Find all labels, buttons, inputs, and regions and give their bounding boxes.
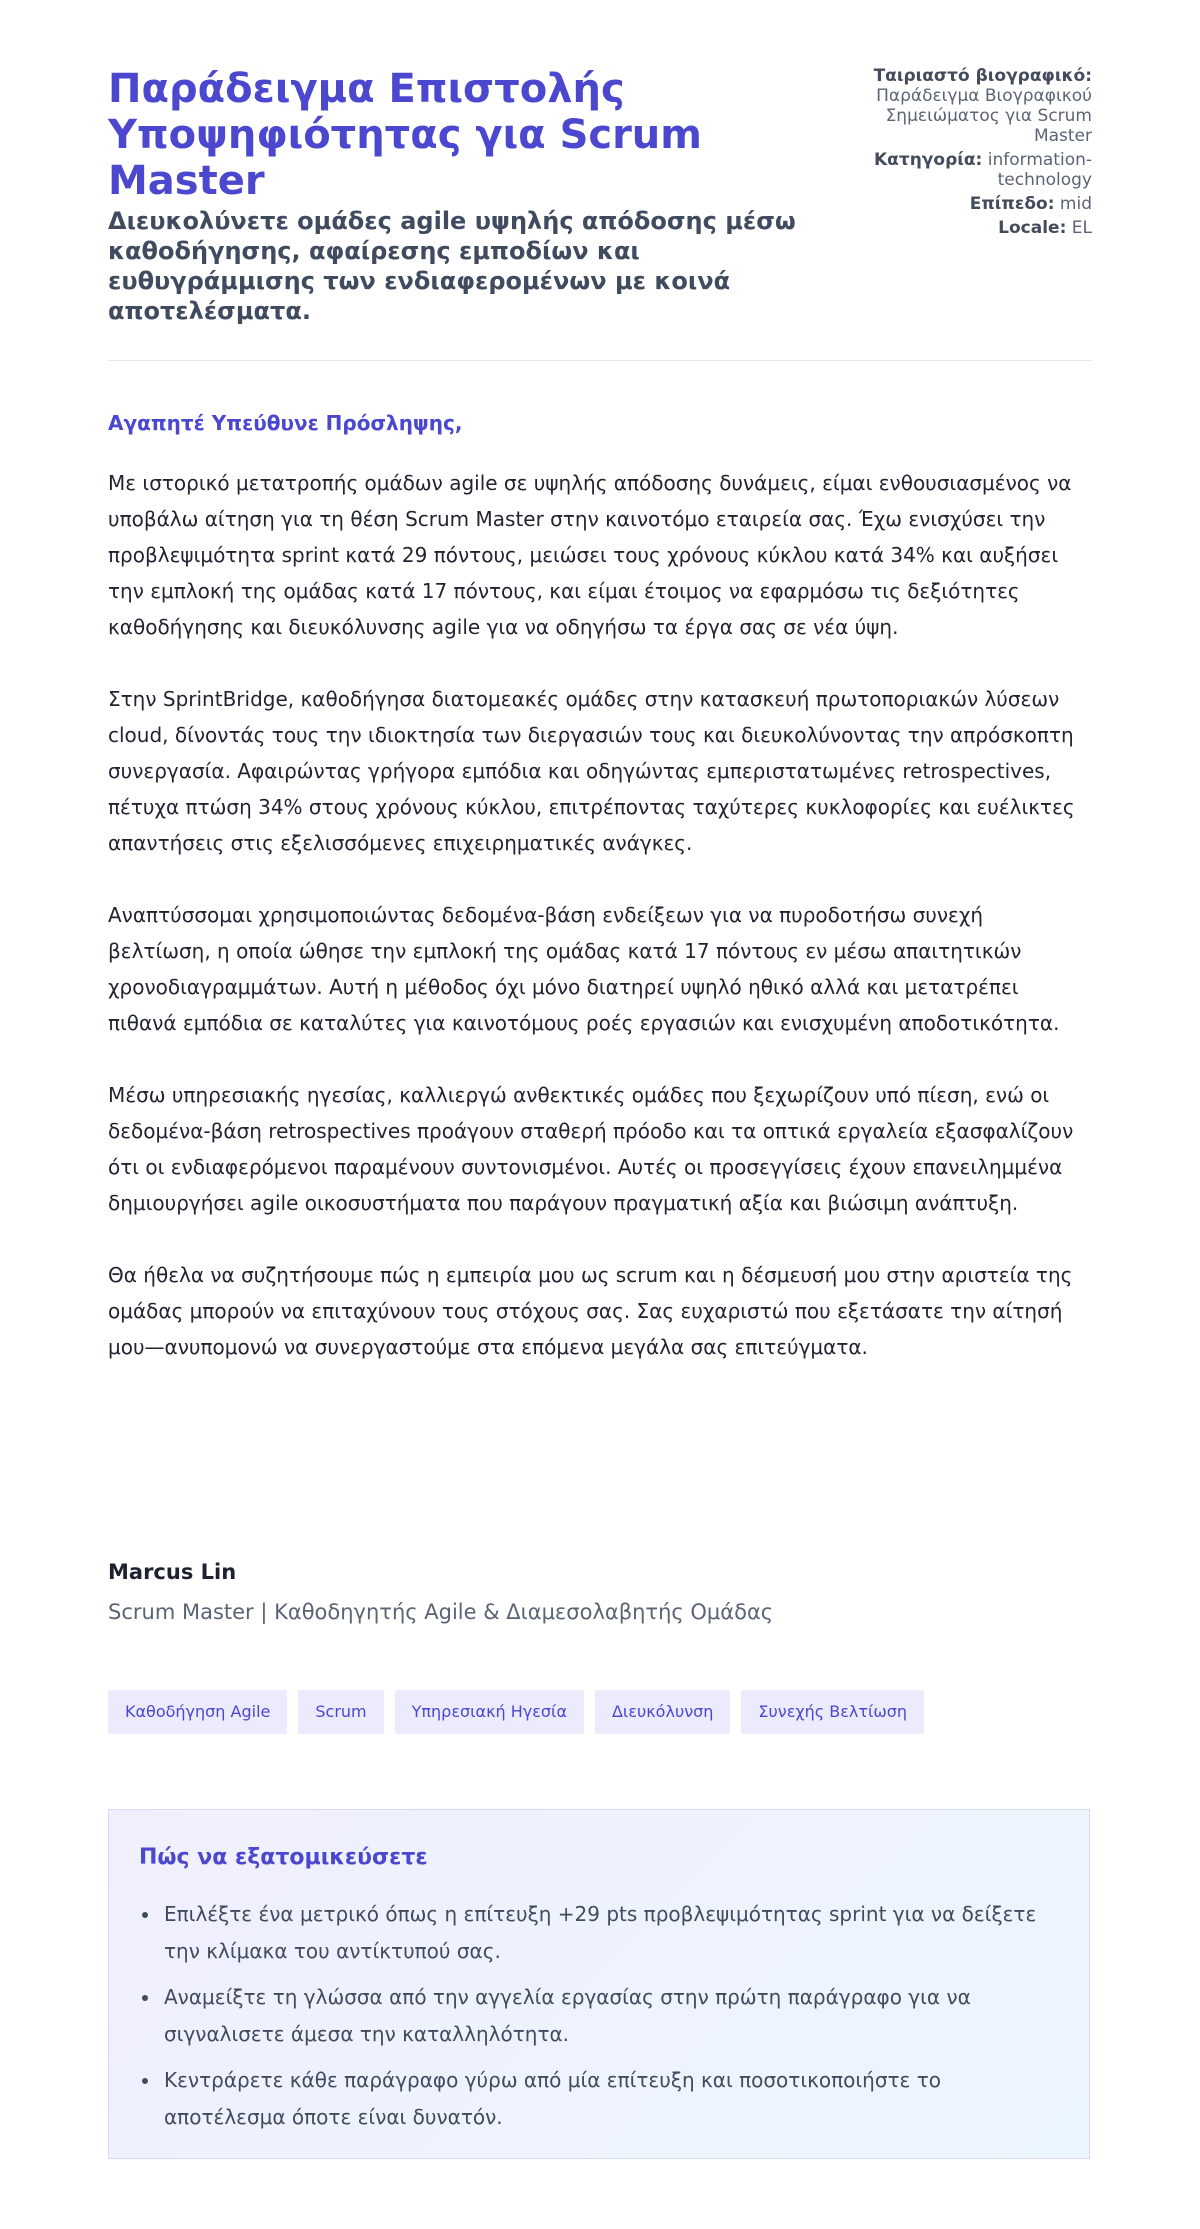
signature-name: Marcus Lin	[108, 1560, 237, 1584]
skill-tag[interactable]: Scrum	[298, 1690, 383, 1734]
skill-tag[interactable]: Συνεχής Βελτίωση	[741, 1690, 924, 1734]
page-title: Παράδειγμα Επιστολής Υποψηφιότητας για Scrum Master	[108, 66, 702, 204]
tips-list	[139, 1896, 1064, 2145]
skill-tag[interactable]: Καθοδήγηση Agile	[108, 1690, 287, 1734]
meta-category-label: Κατηγορία:	[874, 150, 983, 170]
meta-category	[852, 150, 1092, 190]
signature-role: Scrum Master | Καθοδηγητής Agile & Διαμεσολαβητής Ομάδας	[108, 1600, 774, 1624]
letter-salutation: Αγαπητέ Υπεύθυνε Πρόσληψης,	[108, 411, 463, 435]
skill-tag[interactable]: Υπηρεσιακή Ηγεσία	[395, 1690, 584, 1734]
meta-locale	[852, 218, 1092, 238]
meta-category-value: information-technology	[987, 150, 1092, 190]
letter-paragraph: Με ιστορικό μετατροπής ομάδων agile σε υψηλής απόδοσης δυνάμεις, είμαι ενθουσιασμένος να υποβάλω αίτηση για τη θέση Scrum Master στην καινοτόμο εταιρεία σας. Έχω ενισχύσει την προβλεψιμότητα sprint κατά 29 πόντους, μειώσει τους χρόνους κύκλου κατά 34% και αυξήσει την εμπλοκή της ομάδας κατά 17 πόντους, και είμαι έτοιμος να εφαρμόσω τις δεξιότητες καθοδήγησης και διευκόλυνσης agile για να οδηγήσω τα έργα σας σε νέα ύψη.	[108, 471, 1072, 639]
meta-level-label: Επίπεδο:	[969, 194, 1055, 214]
personalization-tips-box	[108, 1809, 1090, 2159]
tips-title: Πώς να εξατομικεύσετε	[139, 1845, 428, 1870]
meta-resume-label: Ταιριαστό βιογραφικό:	[873, 66, 1092, 86]
letter-paragraph: Στην SprintBridge, καθοδήγησα διατομεακές ομάδες στην κατασκευή πρωτοποριακών λύσεων cloud, δίνοντάς τους την ιδιοκτησία των διεργασιών τους και διευκολύνοντας την απρόσκοπτη συνεργασία. Αφαιρώντας γρήγορα εμπόδια και οδηγώντας εμπεριστατωμένες retrospectives, πέτυχα πτώση 34% στους χρόνους κύκλου, επιτρέποντας ταχύτερες κυκλοφορίες και ευέλικτες απαντήσεις στις εξελισσόμενες επιχειρηματικές ανάγκες.	[108, 687, 1075, 855]
skill-tags	[108, 1690, 924, 1734]
tips-list-item: Κεντράρετε κάθε παράγραφο γύρω από μία επίτευξη και ποσοτικοποιήστε το αποτέλεσμα όποτε είναι δυνατόν.	[164, 2062, 1064, 2136]
meta-locale-value: EL	[1071, 218, 1092, 238]
header-divider	[108, 360, 1092, 361]
letter-paragraph: Μέσω υπηρεσιακής ηγεσίας, καλλιεργώ ανθεκτικές ομάδες που ξεχωρίζουν υπό πίεση, ενώ οι δεδομένα-βάση retrospectives προάγουν σταθερή πρόοδο και τα οπτικά εργαλεία εξασφαλίζουν ότι οι ενδιαφερόμενοι παραμένουν συντονισμένοι. Αυτές οι προσεγγίσεις έχουν επανειλημμένα δημιουργήσει agile οικοσυστήματα που παράγουν πραγματική αξία και βιώσιμη ανάπτυξη.	[108, 1083, 1074, 1215]
skill-tag[interactable]: Διευκόλυνση	[595, 1690, 730, 1734]
meta-locale-label: Locale:	[998, 218, 1067, 238]
tips-list-item: Αναμείξτε τη γλώσσα από την αγγελία εργασίας στην πρώτη παράγραφο για να σιγναλισετε άμεσα την καταλληλότητα.	[164, 1979, 1064, 2053]
letter-paragraph: Θα ήθελα να συζητήσουμε πώς η εμπειρία μου ως scrum και η δέσμευσή μου στην αριστεία της ομάδας μπορούν να επιταχύνουν τους στόχους σας. Σας ευχαριστώ που εξετάσατε την αίτησή μου—ανυπομονώ να συνεργαστούμε στα επόμενα μεγάλα σας επιτεύγματα.	[108, 1263, 1073, 1359]
letter-body	[108, 465, 1092, 1401]
meta-level-value: mid	[1059, 194, 1092, 214]
letter-paragraph: Αναπτύσσομαι χρησιμοποιώντας δεδομένα-βάση ενδείξεων για να πυροδοτήσω συνεχή βελτίωση, η οποία ώθησε την εμπλοκή της ομάδας κατά 17 πόντους εν μέσω απαιτητικών χρονοδιαγραμμάτων. Αυτή η μέθοδος όχι μόνο διατηρεί υψηλό ηθικό αλλά και μετατρέπει πιθανά εμπόδια σε καταλύτες για καινοτόμους ροές εργασιών και ενισχυμένη αποδοτικότητα.	[108, 903, 1060, 1035]
tips-list-item: Επιλέξτε ένα μετρικό όπως η επίτευξη +29 pts προβλεψιμότητας sprint για να δείξετε την κλίμακα του αντίκτυπού σας.	[164, 1896, 1064, 1970]
meta-resume	[852, 66, 1092, 146]
meta-panel	[852, 66, 1092, 242]
page-subtitle: Διευκολύνετε ομάδες agile υψηλής απόδοσης μέσω καθοδήγησης, αφαίρεσης εμποδίων και ευθυγράμμισης των ενδιαφερομένων με κοινά αποτελέσματα.	[108, 207, 796, 325]
meta-level	[852, 194, 1092, 214]
meta-resume-value[interactable]: Παράδειγμα Βιογραφικού Σημειώματος για Scrum Master	[876, 86, 1092, 146]
